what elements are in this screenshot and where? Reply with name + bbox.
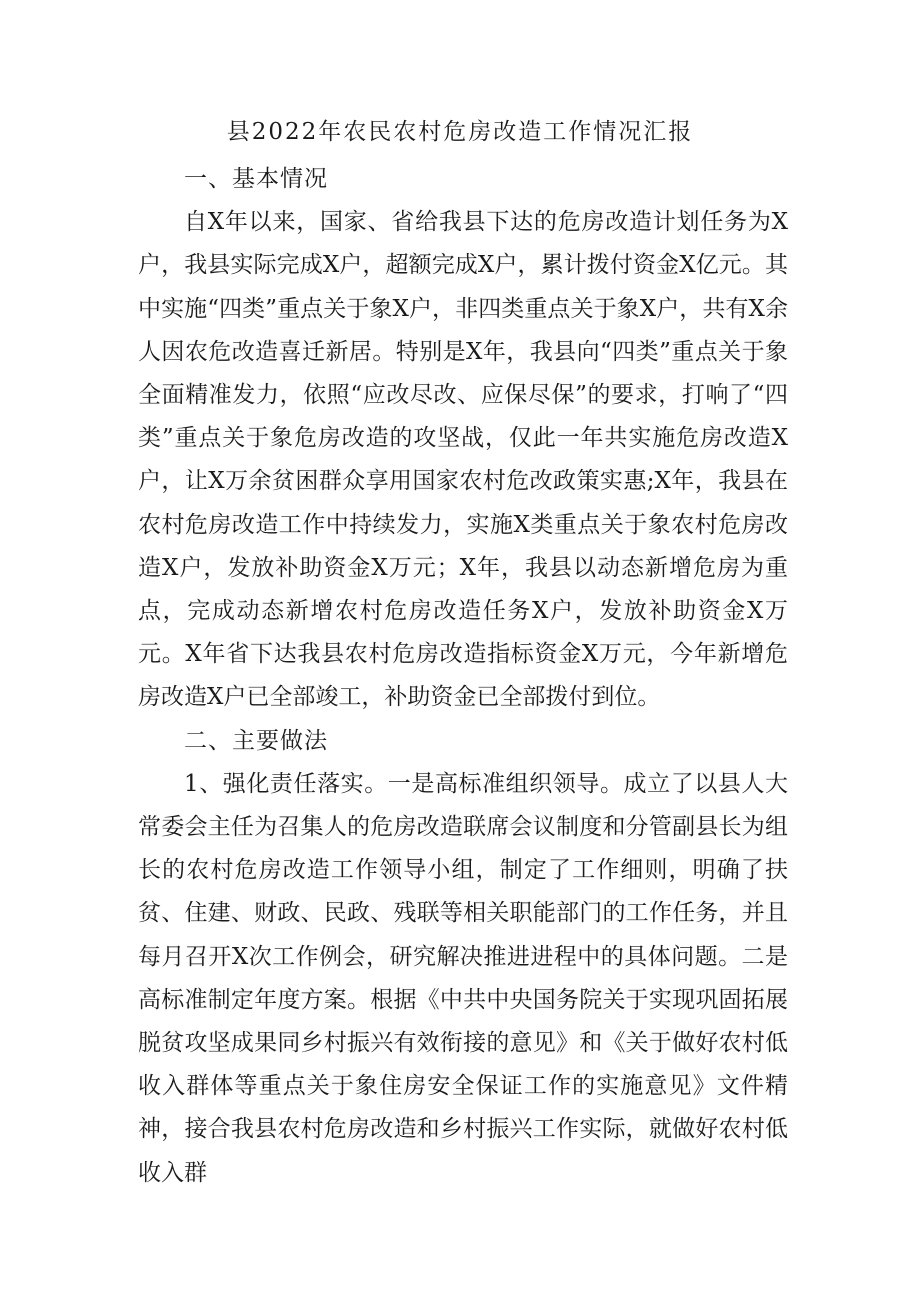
document-title: 县2022年农民农村危房改造工作情况汇报 (226, 119, 694, 145)
paragraph-main-practices: 1、强化责任落实。一是高标准组织领导。成立了以县人大常委会主任为召集人的危房改造联席会议制度和分管副县长为组长的农村危房改造工作领导小组，制定了工作细则，明确了扶贫、住建、财政、民政、残联等相关职能部门的工作任务，并且每月召开X次工作例会，研究解决推进进程中的具体问题。二是高标准制定年度方案。根据《中共中央国务院关于实现巩固拓展脱贫攻坚成果同乡村振兴有效衔接的意见》和《关于做好农村低收入群体等重点关于象住房安全保证工作的实施意见》文件精神，接合我县农村危房改造和乡村振兴工作实际，就做好农村低收入群 (138, 770, 788, 1186)
document-body (138, 158, 788, 1195)
paragraph-basic-situation: 自X年以来，国家、省给我县下达的危房改造计划任务为X户，我县实际完成X户，超额完成X户，累计拨付资金X亿元。其中实施“四类”重点关于象X户，非四类重点关于象X户，共有X余人因农危改造喜迁新居。特别是X年，我县向“四类”重点关于象全面精准发力，依照“应改尽改、应保尽保”的要求，打响了“四类”重点关于象危房改造的攻坚战，仅此一年共实施危房改造X户，让X万余贫困群众享用国家农村危改政策实惠;X年，我县在农村危房改造工作中持续发力，实施X类重点关于象农村危房改造X户，发放补助资金X万元；X年，我县以动态新增危房为重点，完成动态新增农村危房改造任务X户，发放补助资金X万元。X年省下达我县农村危房改造指标资金X万元，今年新增危房改造X户已全部竣工，补助资金已全部拨付到位。 (138, 209, 788, 711)
section-heading-main-practices: 二、主要做法 (184, 727, 328, 754)
section-heading-basic-situation: 一、基本情况 (184, 166, 328, 192)
